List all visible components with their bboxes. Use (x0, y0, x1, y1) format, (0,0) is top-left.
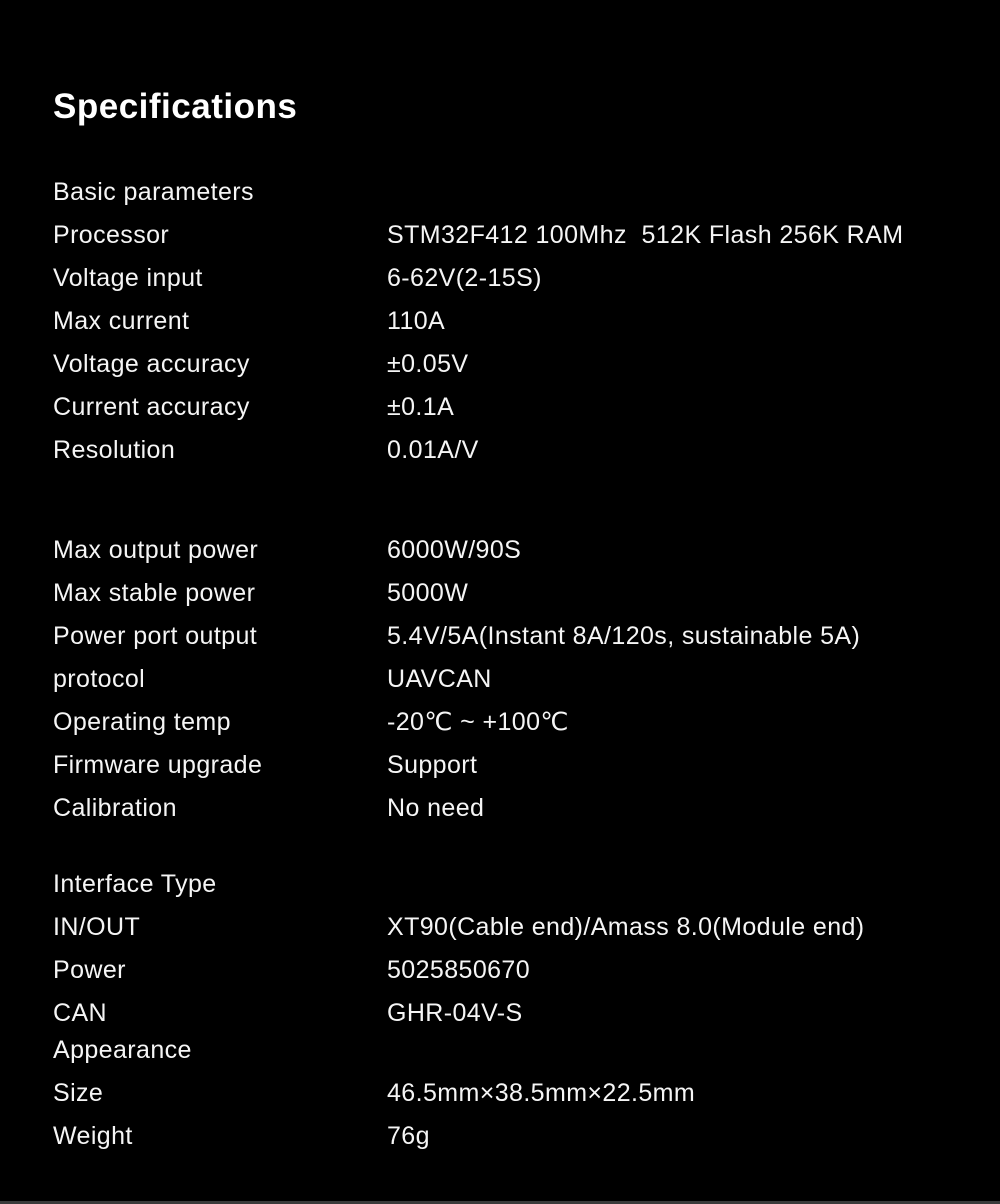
spec-label: Calibration (53, 794, 177, 822)
spec-row (53, 615, 960, 658)
spec-label: Max output power (53, 536, 259, 564)
spec-value: XT90(Cable end)/Amass 8.0(Module end) (387, 913, 865, 941)
spec-row (53, 787, 960, 830)
spec-value: ±0.05V (387, 350, 469, 378)
spec-label: Current accuracy (53, 393, 250, 421)
spec-row (53, 529, 960, 572)
spec-label: Max stable power (53, 579, 256, 607)
spec-value: 110A (387, 307, 446, 335)
spec-row (53, 386, 960, 429)
spec-row (53, 701, 960, 744)
spec-label: Max current (53, 307, 190, 335)
section-header-row (53, 863, 960, 906)
section-rows (53, 1072, 960, 1158)
spec-value: UAVCAN (387, 665, 492, 693)
spec-row (53, 744, 960, 787)
spec-sections (53, 171, 960, 1158)
spec-label: Resolution (53, 436, 176, 464)
spec-value: STM32F412 100Mhz 512K Flash 256K RAM (387, 221, 904, 249)
section-header-row (53, 1029, 960, 1072)
spec-value: 46.5mm×38.5mm×22.5mm (387, 1079, 696, 1107)
spec-label: CAN (53, 999, 107, 1027)
spec-value: 6-62V(2-15S) (387, 264, 542, 292)
section-header: Basic parameters (53, 178, 254, 206)
spec-label: Size (53, 1079, 104, 1107)
section-rows (53, 906, 960, 1035)
spec-row (53, 1072, 960, 1115)
spec-row (53, 300, 960, 343)
spec-section (53, 1029, 960, 1158)
spec-label: IN/OUT (53, 913, 141, 941)
spec-value: Support (387, 751, 478, 779)
spec-value: 0.01A/V (387, 436, 479, 464)
spec-value: -20℃ ~ +100℃ (387, 708, 569, 736)
spec-label: Firmware upgrade (53, 751, 263, 779)
spec-row (53, 343, 960, 386)
spec-row (53, 906, 960, 949)
spec-label: protocol (53, 665, 146, 693)
spec-row (53, 658, 960, 701)
page-title: Specifications (53, 87, 298, 126)
section-rows (53, 529, 960, 830)
spec-row (53, 1115, 960, 1158)
spec-value: 5025850670 (387, 956, 531, 984)
section-header: Interface Type (53, 870, 217, 898)
spec-section (53, 529, 960, 830)
spec-label: Voltage input (53, 264, 203, 292)
section-header-row (53, 171, 960, 214)
section-header: Appearance (53, 1036, 192, 1064)
spec-row (53, 214, 960, 257)
spec-value: No need (387, 794, 485, 822)
spec-section (53, 863, 960, 1035)
spec-row (53, 949, 960, 992)
spec-value: 5000W (387, 579, 469, 607)
spec-label: Voltage accuracy (53, 350, 250, 378)
spec-value: 76g (387, 1122, 430, 1150)
spec-row (53, 429, 960, 472)
spec-section (53, 171, 960, 472)
spec-label: Processor (53, 221, 170, 249)
spec-row (53, 257, 960, 300)
spec-label: Weight (53, 1122, 133, 1150)
spec-value: 5.4V/5A(Instant 8A/120s, sustainable 5A) (387, 622, 861, 650)
spec-label: Power port output (53, 622, 258, 650)
spec-label: Power (53, 956, 126, 984)
section-rows (53, 214, 960, 472)
spec-row (53, 572, 960, 615)
spec-value: 6000W/90S (387, 536, 522, 564)
spec-value: GHR-04V-S (387, 999, 523, 1027)
spec-value: ±0.1A (387, 393, 455, 421)
spec-label: Operating temp (53, 708, 231, 736)
